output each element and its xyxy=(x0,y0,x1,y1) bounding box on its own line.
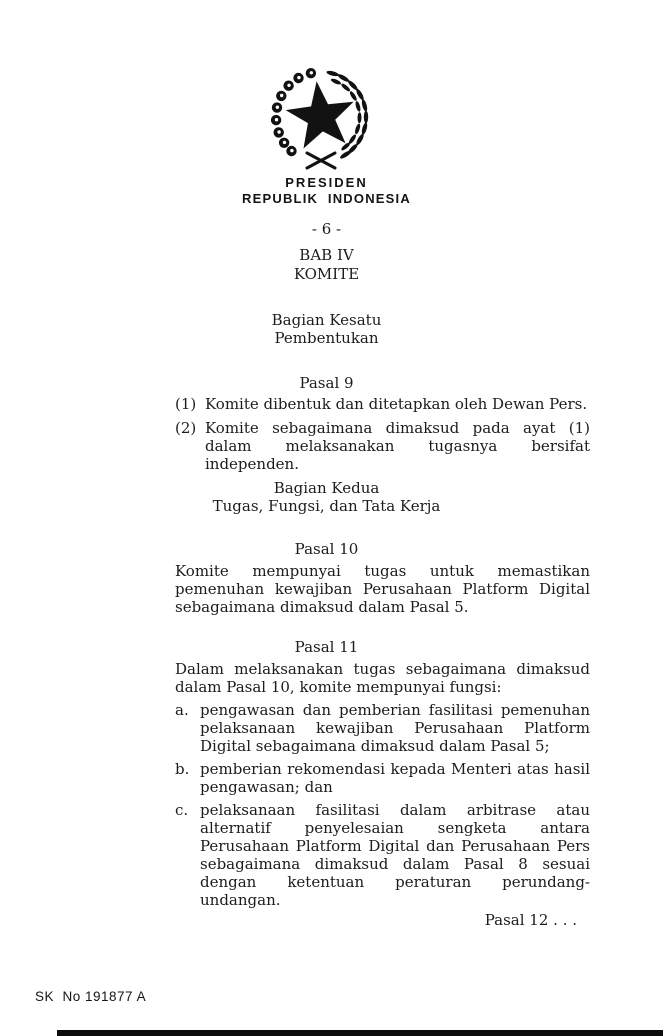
article-heading-pasal-10: Pasal 10 xyxy=(294,540,359,558)
section-kedua-label: Bagian Kedua xyxy=(273,479,380,497)
item-letter: b. xyxy=(175,760,190,778)
item-number: (2) xyxy=(175,419,197,437)
next-page-catchword: Pasal 12 . . . xyxy=(484,911,577,929)
item-letter: c. xyxy=(175,801,189,819)
chapter-title: KOMITE xyxy=(293,265,360,283)
section-kedua-title: Tugas, Fungsi, dan Tata Kerja xyxy=(212,497,441,515)
pasal-11-item-list xyxy=(175,701,590,914)
list-item xyxy=(175,801,590,909)
item-text: Komite dibentuk dan ditetapkan oleh Dewan Pers. xyxy=(205,395,588,413)
item-text: pelaksanaan fasilitasi dalam arbitrase atau alternatif penyelesaian sengketa antara Perusahaan Platform Digital dan Perusahaan Pers sebagaimana dimaksud dalam Pasal 8 sesuai dengan ketentuan peraturan perundang-undangan. xyxy=(200,801,590,909)
item-number: (1) xyxy=(175,395,197,413)
list-item xyxy=(175,701,590,755)
article-heading-pasal-9: Pasal 9 xyxy=(299,374,354,392)
list-item xyxy=(175,419,590,473)
item-text: pemberian rekomendasi kepada Menteri atas hasil pengawasan; dan xyxy=(200,760,590,796)
item-text: Komite sebagaimana dimaksud pada ayat (1) dalam melaksanakan tugasnya bersifat independen. xyxy=(205,419,590,473)
item-text: pengawasan dan pemberian fasilitasi pemenuhan pelaksanaan kewajiban Perusahaan Platform Digital sebagaimana dimaksud dalam Pasal 5; xyxy=(200,701,590,755)
list-item xyxy=(175,760,590,796)
item-letter: a. xyxy=(175,701,189,719)
page-number: - 6 - xyxy=(311,220,342,238)
pasal-9-item-list xyxy=(175,395,590,473)
letterhead-line2: REPUBLIK INDONESIA xyxy=(242,191,411,206)
section-kesatu-title: Pembentukan xyxy=(274,329,379,347)
pasal-11-intro-paragraph: Dalam melaksanakan tugas sebagaimana dimaksud dalam Pasal 10, komite mempunyai fungsi: xyxy=(175,660,590,696)
letterhead-line1: PRESIDEN xyxy=(285,175,368,190)
article-heading-pasal-11: Pasal 11 xyxy=(294,638,359,656)
pasal-10-paragraph: Komite mempunyai tugas untuk memastikan pemenuhan kewajiban Perusahaan Platform Digital sebagaimana dimaksud dalam Pasal 5. xyxy=(175,562,590,616)
chapter-number: BAB IV xyxy=(299,246,354,264)
section-kesatu-label: Bagian Kesatu xyxy=(271,311,382,329)
doc-control-code: SK No 191877 A xyxy=(35,989,147,1004)
scan-edge-artifact xyxy=(57,1030,663,1036)
presidential-emblem-icon xyxy=(271,60,371,174)
star-icon xyxy=(286,81,354,148)
list-item xyxy=(175,395,590,413)
